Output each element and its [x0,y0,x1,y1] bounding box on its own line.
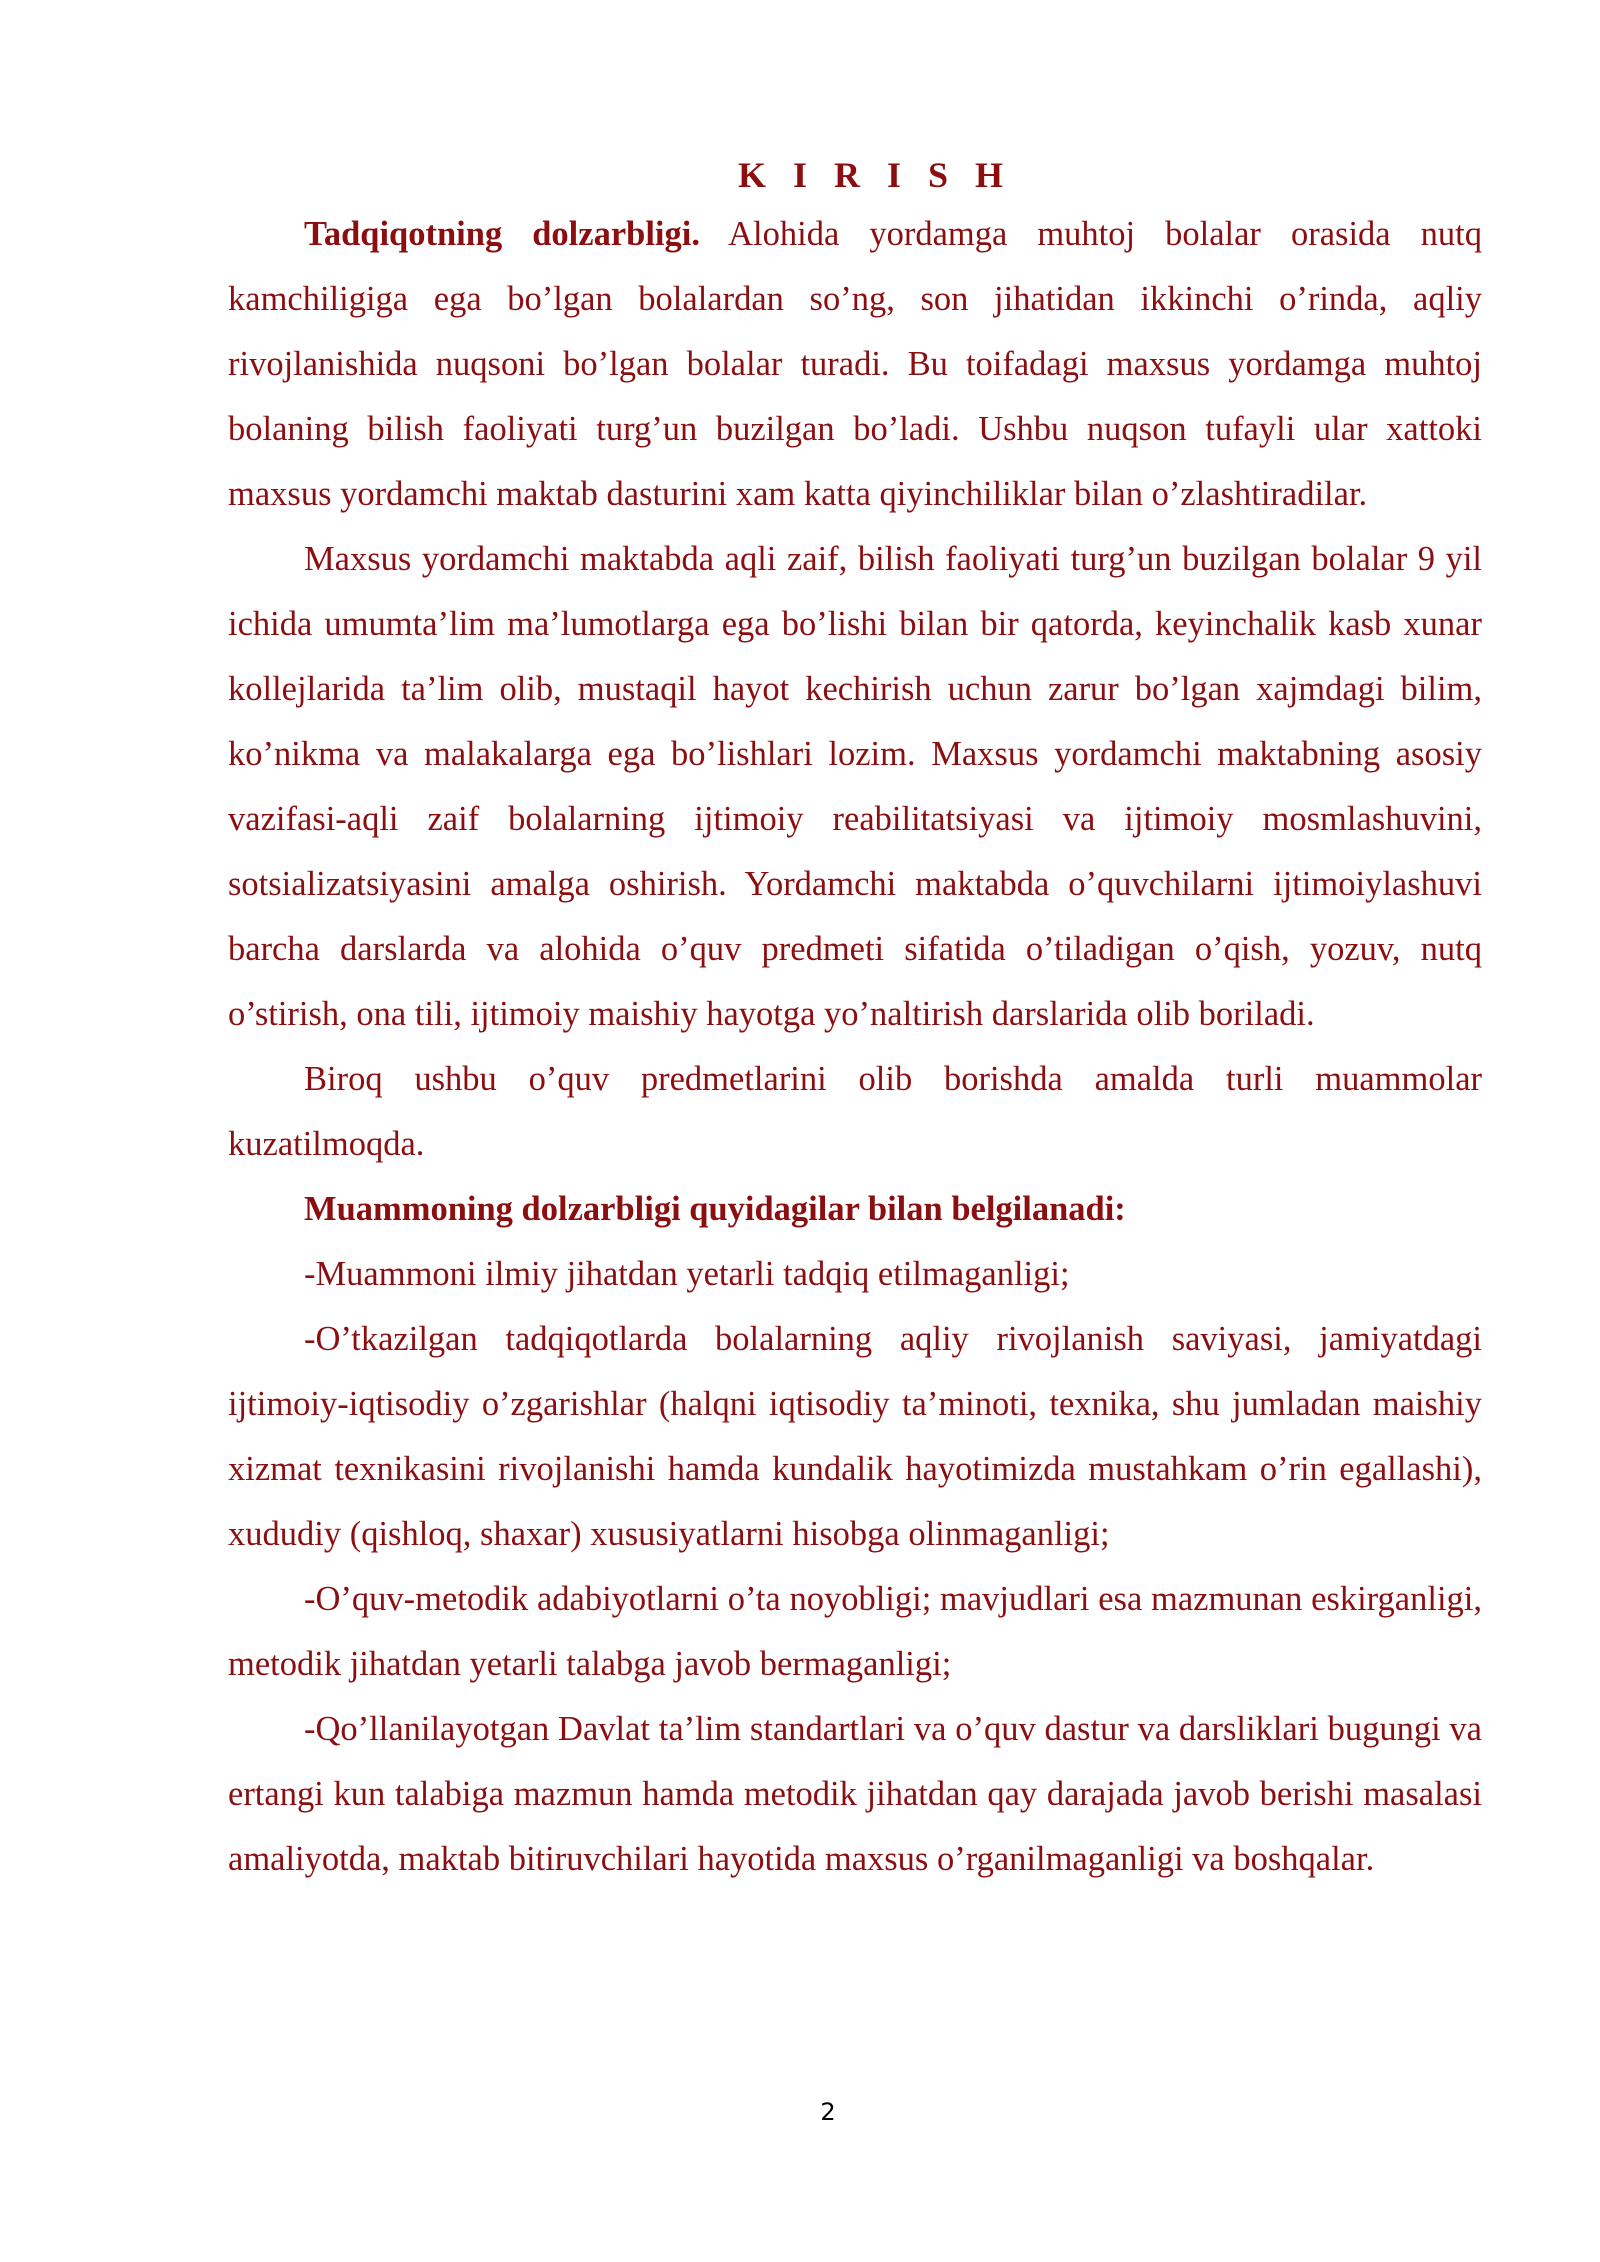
list-item-standards: -Qo’llanilayotgan Davlat ta’lim standartlari va o’quv dastur va darsliklari bugungi va ertangi kun talabiga mazmun hamda metodik jihatdan qay darajada javob berishi masalasi amaliyotda, maktab bitiruvchilari hayotida maxsus o’rganilmaganligi va boshqalar. [228,1710,1482,1878]
relevance-lead: Tadqiqotning dolzarbligi. [304,215,700,253]
list-item-conducted-research: -O’tkazilgan tadqiqotlarda bolalarning aqliy rivojlanish saviyasi, jamiyatdagi ijtimoiy-iqtisodiy o’zgarishlar (halqni iqtisodiy ta’minoti, texnika, shu jumladan maishiy xizmat texnikasini rivojlanishi hamda kundalik hayotimizda mustahkam o’rin egallashi), xududiy (qishloq, shaxar) xususiyatlarni hisobga olinmaganligi; [228,1320,1482,1553]
paragraph-relevance [228,202,1482,527]
relevance-text: Alohida yordamga muhtoj bolalar orasida nutq kamchiligiga ega bo’lgan bolalardan so’ng, son jihatidan ikkinchi o’rinda, aqliy rivojlanishida nuqsoni bo’lgan bolalar turadi. Bu toifadagi maxsus yordamga muhtoj bolaning bilish faoliyati turg’un buzilgan bo’ladi. Ushbu nuqson tufayli ular xattoki maxsus yordamchi maktab dasturini xam katta qiyinchiliklar bilan o’zlashtiradilar. [228,215,1482,513]
page-number: 2 [820,2098,836,2126]
paragraph-special-school: Maxsus yordamchi maktabda aqli zaif, bilish faoliyati turg’un buzilgan bolalar 9 yil ichida umumta’lim ma’lumotlarga ega bo’lishi bilan bir qatorda, keyinchalik kasb xunar kollejlarida ta’lim olib, mustaqil hayot kechirish uchun zarur bo’lgan xajmdagi bilim, ko’nikma va malakalarga ega bo’lishlari lozim. Maxsus yordamchi maktabning asosiy vazifasi-aqli zaif bolalarning ijtimoiy reabilitatsiyasi va ijtimoiy mosmlashuvini, sotsializatsiyasini amalga oshirish. Yordamchi maktabda o’quvchilarni ijtimoiylashuvi barcha darslarda va alohida o’quv predmeti sifatida o’tiladigan o’qish, yozuv, nutq o’stirish, ona tili, ijtimoiy maishiy hayotga yo’naltirish darslarida olib boriladi. [228,540,1482,1033]
document-title: K I R I S H [737,155,1013,195]
document-page [228,148,1482,1892]
problem-relevance-heading: Muammoning dolzarbligi quyidagilar bilan belgilanadi: [304,1190,1126,1228]
paragraph-problems: Biroq ushbu o’quv predmetlarini olib borishda amalda turli muammolar kuzatilmoqda. [228,1060,1482,1163]
list-item-research-gap: -Muammoni ilmiy jihatdan yetarli tadqiq etilmaganligi; [304,1255,1070,1293]
list-item-methodical-literature: -O’quv-metodik adabiyotlarni o’ta noyobligi; mavjudlari esa mazmunan eskirganligi, metodik jihatdan yetarli talabga javob bermaganligi; [228,1580,1482,1683]
